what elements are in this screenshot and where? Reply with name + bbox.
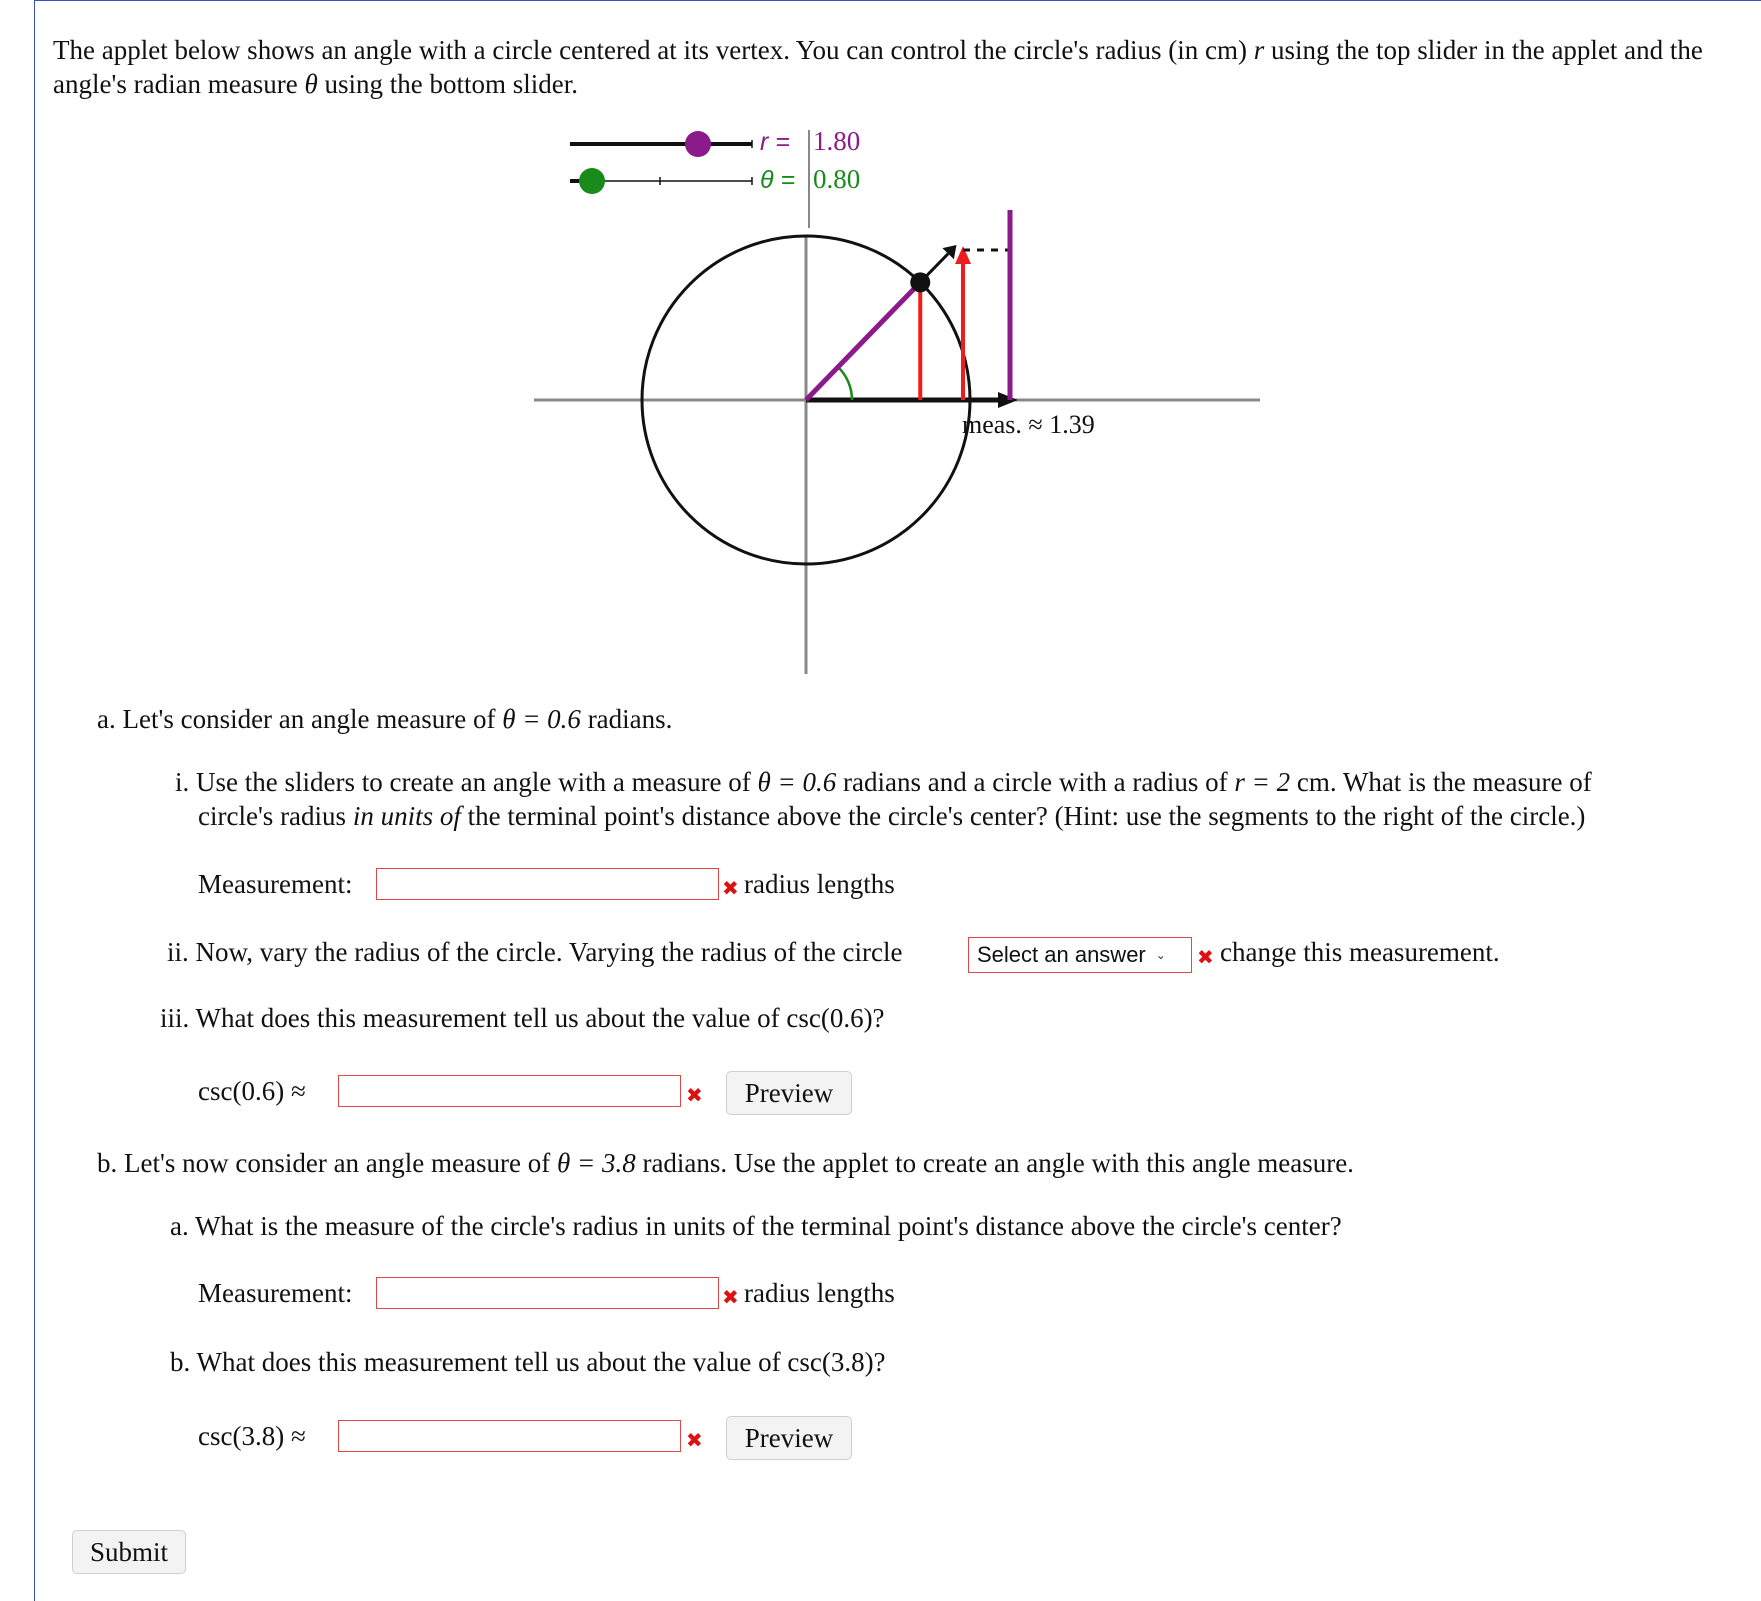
theta-slider-label: θ = <box>760 166 796 194</box>
r-slider-label: r = <box>760 128 790 156</box>
error-icon: ✖ <box>686 1428 703 1452</box>
theta-arc <box>838 367 852 400</box>
part-a-theta: θ = 0.6 <box>502 704 581 734</box>
terminal-ray <box>806 282 920 400</box>
part-a-i-emph: in units of <box>352 801 461 831</box>
intro-text-2: using the top slider in the applet and the angle's radian measure <box>53 35 1703 99</box>
theta-slider-value: 0.80 <box>813 164 861 194</box>
part-a-i-theta: θ = 0.6 <box>757 767 837 797</box>
radius-slider-knob[interactable] <box>685 131 711 157</box>
units-label-a: radius lengths <box>744 869 895 899</box>
chevron-down-icon: ⌄ <box>1155 948 1166 962</box>
terminal-point[interactable] <box>910 272 930 292</box>
intro-text-1: The applet below shows an angle with a circle centered at its vertex. You can control the circle's radius (in cm) <box>53 35 1247 65</box>
vary-radius-select[interactable] <box>968 937 1192 973</box>
part-a-i-line2 <box>198 801 1585 832</box>
error-icon: ✖ <box>686 1083 703 1107</box>
csc-label-a: csc(0.6) ≈ <box>198 1076 306 1106</box>
part-a-i-text5: the terminal point's distance above the circle's center? (Hint: use the segments to the right of the circle.) <box>467 801 1586 831</box>
part-a-i-text4: circle's radius <box>198 801 347 831</box>
csc-label-b: csc(3.8) ≈ <box>198 1421 306 1451</box>
error-icon: ✖ <box>722 876 739 900</box>
measurement-readout: meas. ≈ 1.39 <box>962 410 1095 439</box>
part-a-i-text3: cm. What is the measure of <box>1296 767 1592 797</box>
part-a-i-text2: radians and a circle with a radius of <box>843 767 1228 797</box>
measurement-label-a: Measurement: <box>198 869 353 899</box>
part-a-heading-post: radians. <box>587 704 673 734</box>
part-a-ii-text: ii. Now, vary the radius of the circle. Varying the radius of the circle <box>167 937 903 967</box>
measurement-input-a[interactable] <box>376 868 719 900</box>
part-a-heading <box>97 704 672 735</box>
part-b-theta: θ = 3.8 <box>556 1148 636 1178</box>
preview-button-a[interactable]: Preview <box>726 1071 852 1115</box>
select-value: Select an answer <box>977 942 1146 967</box>
part-a-i-line1 <box>175 767 1592 798</box>
part-b-heading-text: b. Let's now consider an angle measure of <box>97 1148 551 1178</box>
csc-input-b[interactable] <box>338 1420 681 1452</box>
r-symbol: r <box>1253 35 1265 65</box>
part-b-heading <box>97 1148 1354 1179</box>
r-slider-value: 1.80 <box>813 126 861 156</box>
intro-text-3: using the bottom slider. <box>324 69 579 99</box>
part-b-heading-post: radians. Use the applet to create an angle with this angle measure. <box>642 1148 1354 1178</box>
theta-symbol: θ <box>304 69 318 99</box>
part-b-a-question: a. What is the measure of the circle's radius in units of the terminal point's distance above the circle's center? <box>170 1211 1342 1241</box>
measurement-label-b: Measurement: <box>198 1278 353 1308</box>
part-a-ii-post: change this measurement. <box>1220 937 1500 967</box>
error-icon: ✖ <box>722 1285 739 1309</box>
submit-button[interactable]: Submit <box>72 1530 186 1574</box>
units-label-b: radius lengths <box>744 1278 895 1308</box>
csc-input-a[interactable] <box>338 1075 681 1107</box>
part-a-heading-text: a. Let's consider an angle measure of <box>97 704 496 734</box>
part-a-i-text1: i. Use the sliders to create an angle with a measure of <box>175 767 751 797</box>
theta-slider-knob[interactable] <box>579 168 605 194</box>
measurement-input-b[interactable] <box>376 1277 719 1309</box>
problem-intro <box>53 33 1743 101</box>
preview-button-b[interactable]: Preview <box>726 1416 852 1460</box>
part-b-b-question: b. What does this measurement tell us about the value of csc(3.8)? <box>170 1347 886 1377</box>
error-icon: ✖ <box>1197 945 1214 969</box>
part-a-i-r: r = 2 <box>1234 767 1291 797</box>
part-a-iii-question: iii. What does this measurement tell us about the value of csc(0.6)? <box>160 1003 885 1033</box>
angle-applet[interactable] <box>520 110 1280 680</box>
